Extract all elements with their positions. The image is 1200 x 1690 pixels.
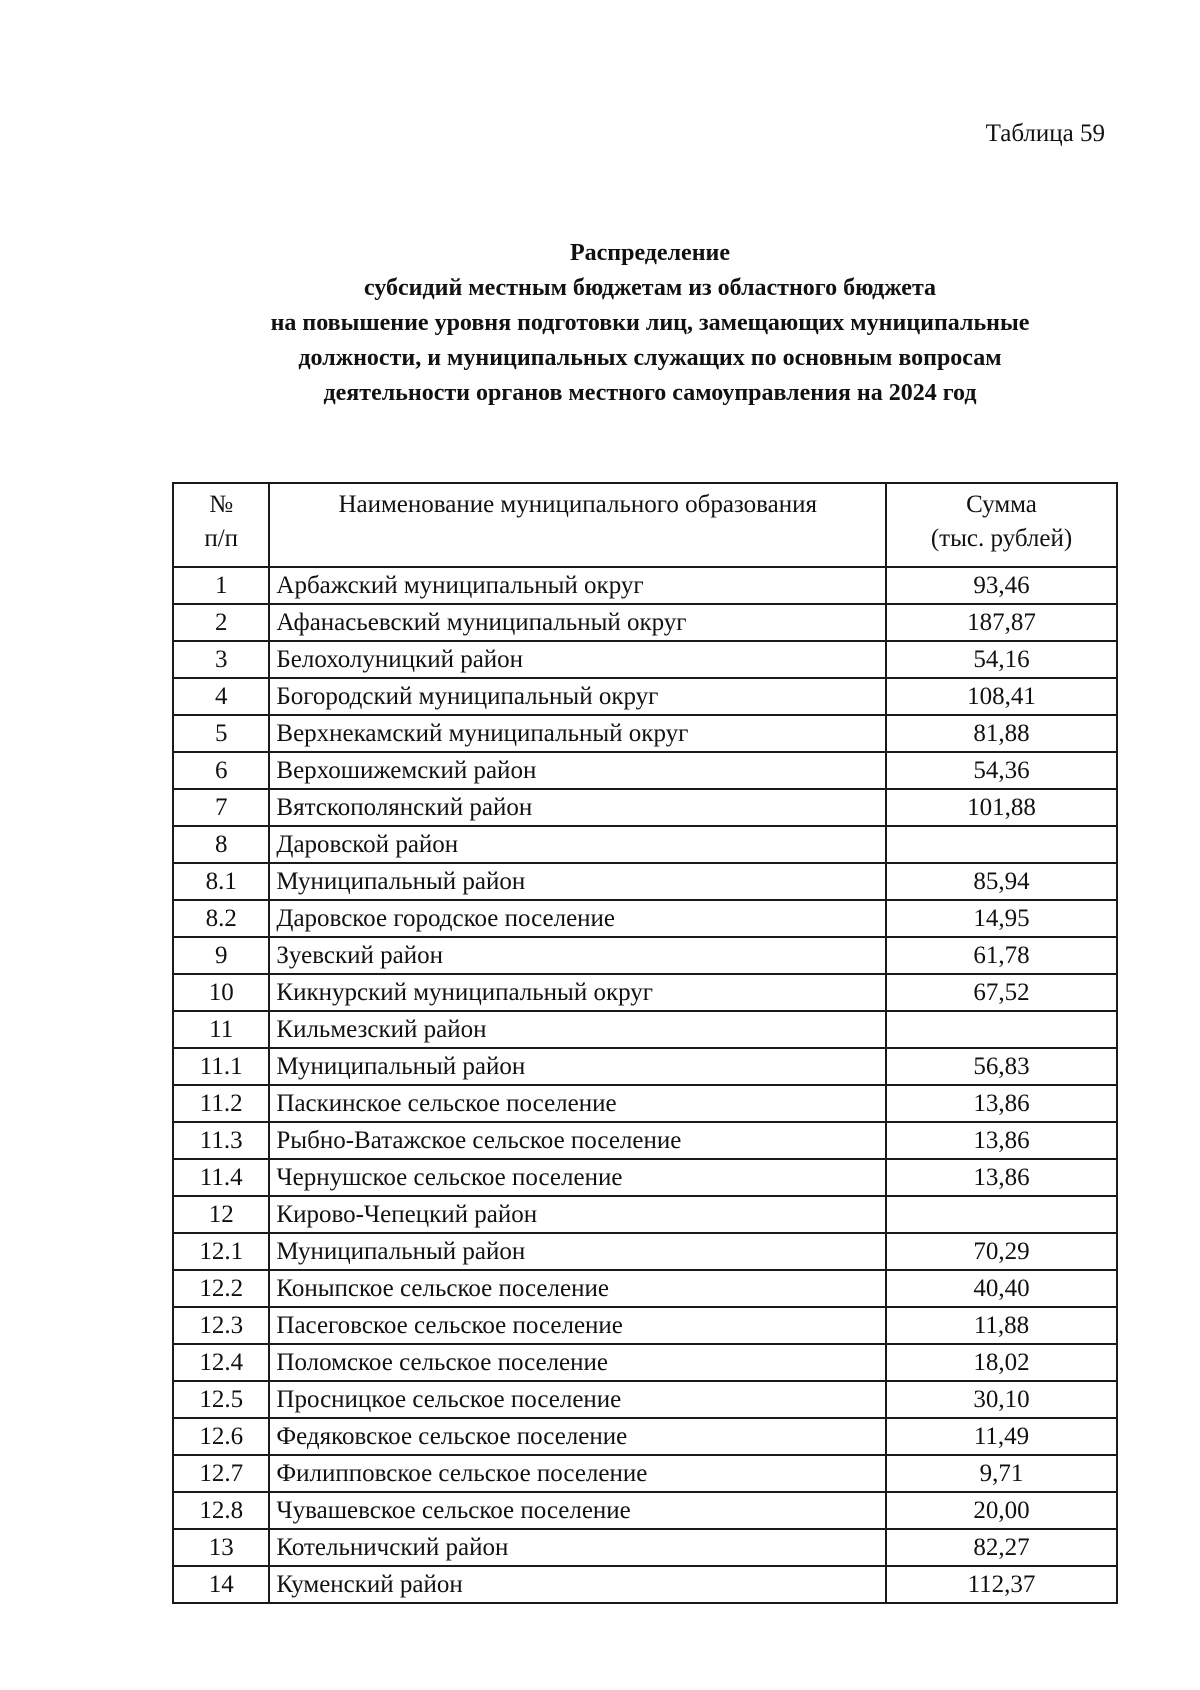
row-sum: 13,86 — [886, 1159, 1117, 1196]
row-name: Филипповское сельское поселение — [269, 1455, 886, 1492]
row-sum: 18,02 — [886, 1344, 1117, 1381]
table-row — [173, 1048, 1117, 1085]
row-sum — [886, 826, 1117, 863]
table-row — [173, 678, 1117, 715]
row-name: Кильмезский район — [269, 1011, 886, 1048]
row-number: 12.7 — [173, 1455, 269, 1492]
heading-line: Распределение — [569, 240, 731, 266]
row-name: Кирово-Чепецкий район — [269, 1196, 886, 1233]
row-sum: 13,86 — [886, 1122, 1117, 1159]
table-row — [173, 752, 1117, 789]
table-row — [173, 1011, 1117, 1048]
table-row — [173, 1381, 1117, 1418]
row-number: 8 — [173, 826, 269, 863]
table-row — [173, 1344, 1117, 1381]
row-name: Просницкое сельское поселение — [269, 1381, 886, 1418]
row-sum: 67,52 — [886, 974, 1117, 1011]
row-name: Вятскополянский район — [269, 789, 886, 826]
row-number: 11.4 — [173, 1159, 269, 1196]
row-number: 8.1 — [173, 863, 269, 900]
row-sum — [886, 1196, 1117, 1233]
row-name: Пасеговское сельское поселение — [269, 1307, 886, 1344]
row-name: Богородский муниципальный округ — [269, 678, 886, 715]
row-sum: 20,00 — [886, 1492, 1117, 1529]
row-name: Паскинское сельское поселение — [269, 1085, 886, 1122]
row-number: 12.8 — [173, 1492, 269, 1529]
table-row — [173, 863, 1117, 900]
row-number: 12.3 — [173, 1307, 269, 1344]
row-number: 12.5 — [173, 1381, 269, 1418]
table-row — [173, 1307, 1117, 1344]
row-name: Муниципальный район — [269, 863, 886, 900]
row-number: 2 — [173, 604, 269, 641]
subsidy-table — [172, 482, 1118, 1604]
table-row — [173, 789, 1117, 826]
row-sum: 40,40 — [886, 1270, 1117, 1307]
row-sum: 54,16 — [886, 641, 1117, 678]
header-name-text: Наименование муниципального образования — [338, 491, 817, 518]
table-row — [173, 1196, 1117, 1233]
row-sum: 112,37 — [886, 1566, 1117, 1603]
row-number: 10 — [173, 974, 269, 1011]
table-header-row — [173, 483, 1117, 567]
table-row — [173, 1455, 1117, 1492]
table-row — [173, 1085, 1117, 1122]
row-number: 4 — [173, 678, 269, 715]
header-number-line2: п/п — [204, 525, 239, 552]
row-sum: 82,27 — [886, 1529, 1117, 1566]
row-name: Котельничский район — [269, 1529, 886, 1566]
table-row — [173, 715, 1117, 752]
header-number — [173, 483, 269, 567]
table-row — [173, 1122, 1117, 1159]
row-name: Муниципальный район — [269, 1233, 886, 1270]
row-name: Муниципальный район — [269, 1048, 886, 1085]
table-row — [173, 937, 1117, 974]
table-row — [173, 900, 1117, 937]
row-sum: 70,29 — [886, 1233, 1117, 1270]
row-sum: 61,78 — [886, 937, 1117, 974]
table-row — [173, 604, 1117, 641]
row-number: 6 — [173, 752, 269, 789]
table-row — [173, 567, 1117, 604]
heading-line: на повышение уровня подготовки лиц, замещающих муниципальные — [270, 310, 1030, 336]
row-sum: 9,71 — [886, 1455, 1117, 1492]
row-sum — [886, 1011, 1117, 1048]
row-name: Кикнурский муниципальный округ — [269, 974, 886, 1011]
row-sum: 11,88 — [886, 1307, 1117, 1344]
row-sum: 81,88 — [886, 715, 1117, 752]
row-sum: 13,86 — [886, 1085, 1117, 1122]
table-body — [173, 567, 1117, 1603]
row-number: 11.3 — [173, 1122, 269, 1159]
table-row — [173, 1159, 1117, 1196]
row-name: Чувашевское сельское поселение — [269, 1492, 886, 1529]
row-sum: 30,10 — [886, 1381, 1117, 1418]
row-number: 12.1 — [173, 1233, 269, 1270]
row-name: Арбажский муниципальный округ — [269, 567, 886, 604]
row-sum: 108,41 — [886, 678, 1117, 715]
row-number: 12 — [173, 1196, 269, 1233]
row-number: 7 — [173, 789, 269, 826]
row-number: 11 — [173, 1011, 269, 1048]
row-number: 11.1 — [173, 1048, 269, 1085]
table-row — [173, 1566, 1117, 1603]
table-row — [173, 1492, 1117, 1529]
header-sum-line1: Сумма — [966, 491, 1037, 518]
row-number: 3 — [173, 641, 269, 678]
heading-line: должности, и муниципальных служащих по основным вопросам — [298, 345, 1002, 371]
row-sum: 101,88 — [886, 789, 1117, 826]
table-label: Таблица 59 — [985, 120, 1105, 147]
row-name: Зуевский район — [269, 937, 886, 974]
row-sum: 14,95 — [886, 900, 1117, 937]
table-row — [173, 641, 1117, 678]
row-name: Рыбно-Ватажское сельское поселение — [269, 1122, 886, 1159]
heading-line: деятельности органов местного самоуправления на 2024 год — [323, 380, 977, 406]
row-sum: 11,49 — [886, 1418, 1117, 1455]
row-number: 14 — [173, 1566, 269, 1603]
row-name: Чернушское сельское поселение — [269, 1159, 886, 1196]
row-sum: 56,83 — [886, 1048, 1117, 1085]
row-sum: 93,46 — [886, 567, 1117, 604]
row-name: Федяковское сельское поселение — [269, 1418, 886, 1455]
row-number: 11.2 — [173, 1085, 269, 1122]
row-number: 1 — [173, 567, 269, 604]
row-number: 12.4 — [173, 1344, 269, 1381]
document-heading — [140, 236, 1160, 411]
row-name: Афанасьевский муниципальный округ — [269, 604, 886, 641]
row-sum: 54,36 — [886, 752, 1117, 789]
row-number: 9 — [173, 937, 269, 974]
row-name: Поломское сельское поселение — [269, 1344, 886, 1381]
table-row — [173, 974, 1117, 1011]
row-name: Верхнекамский муниципальный округ — [269, 715, 886, 752]
row-sum: 85,94 — [886, 863, 1117, 900]
row-name: Даровской район — [269, 826, 886, 863]
header-sum-line2: (тыс. рублей) — [930, 525, 1073, 552]
row-name: Куменский район — [269, 1566, 886, 1603]
table-row — [173, 1529, 1117, 1566]
heading-line: субсидий местным бюджетам из областного бюджета — [363, 275, 937, 301]
row-name: Даровское городское поселение — [269, 900, 886, 937]
row-number: 13 — [173, 1529, 269, 1566]
row-sum: 187,87 — [886, 604, 1117, 641]
row-number: 12.2 — [173, 1270, 269, 1307]
row-name: Коныпское сельское поселение — [269, 1270, 886, 1307]
row-number: 5 — [173, 715, 269, 752]
table-row — [173, 826, 1117, 863]
header-number-line1: № — [209, 491, 234, 518]
row-name: Белохолуницкий район — [269, 641, 886, 678]
row-number: 12.6 — [173, 1418, 269, 1455]
header-sum — [886, 483, 1117, 567]
table-row — [173, 1233, 1117, 1270]
table-row — [173, 1270, 1117, 1307]
row-number: 8.2 — [173, 900, 269, 937]
row-name: Верхошижемский район — [269, 752, 886, 789]
header-name — [269, 483, 886, 567]
table-row — [173, 1418, 1117, 1455]
